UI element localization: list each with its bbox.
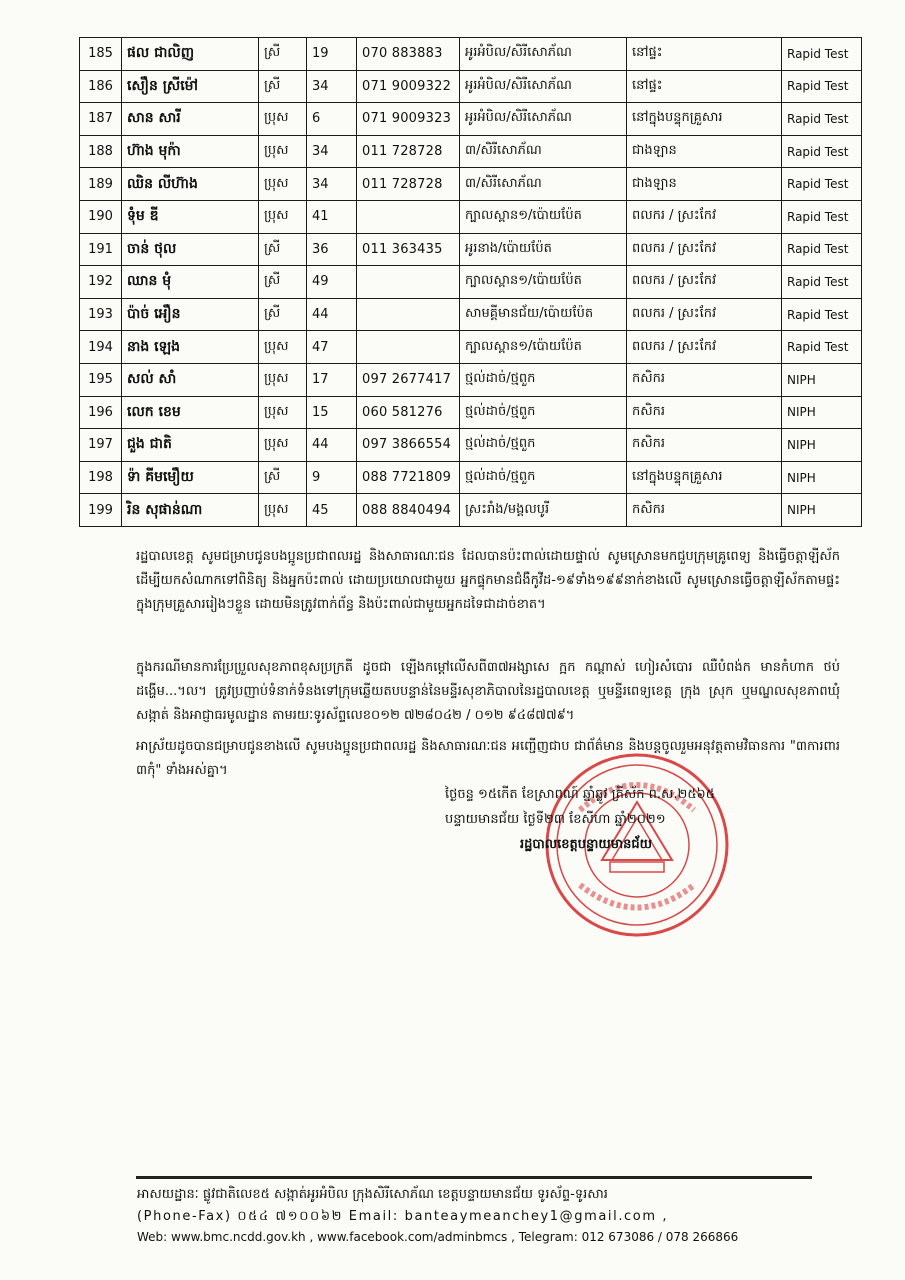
row-number: 189 [80, 168, 122, 201]
row-number: 194 [80, 331, 122, 364]
table-row [80, 331, 862, 364]
patient-sex: ប្រុស [259, 103, 307, 136]
instruction-paragraph-3: អាស្រ័យដូចបានជម្រាបជូនខាងលើ សូមបងប្អូនប្រជាពលរដ្ឋ និងសាធារណៈជន អញ្ជើញជាប ជាព័ត៌មាន និងបន្តចូលរួមអនុវត្តតាមវិធានការ "៣ការពារ ៣កុំ" ទាំងអស់គ្នា។ [136, 739, 840, 778]
test-type: NIPH [782, 494, 862, 527]
table-row [80, 396, 862, 429]
patient-age: 44 [307, 298, 357, 331]
patient-occupation: ពលករ / ស្រះកែវ [627, 298, 782, 331]
patient-name: សឿន ស្រីម៉ៅ [122, 70, 259, 103]
row-number: 192 [80, 266, 122, 299]
patient-name: ឈាន មុំ [122, 266, 259, 299]
patient-address: អូរអំបិល/សិរីសោភ័ណ [460, 38, 627, 71]
patient-occupation: កសិករ [627, 363, 782, 396]
row-number: 193 [80, 298, 122, 331]
test-type: Rapid Test [782, 135, 862, 168]
patient-age: 49 [307, 266, 357, 299]
patient-name: ទ៉ា គីមមឿយ [122, 461, 259, 494]
patient-occupation: ពលករ / ស្រះកែវ [627, 266, 782, 299]
test-type: NIPH [782, 363, 862, 396]
patient-age: 34 [307, 168, 357, 201]
row-number: 187 [80, 103, 122, 136]
patient-address: ថ្មល់ដាច់/ថ្មពួក [460, 363, 627, 396]
patient-sex: ស្រី [259, 233, 307, 266]
patient-phone: 071 9009322 [357, 70, 460, 103]
patient-occupation: ពលករ / ស្រះកែវ [627, 200, 782, 233]
patient-occupation: ពលករ / ស្រះកែវ [627, 233, 782, 266]
test-type: Rapid Test [782, 233, 862, 266]
patient-occupation: ជាងឡាន [627, 168, 782, 201]
table-row [80, 494, 862, 527]
patient-name: ផល ជាលិញ [122, 38, 259, 71]
patient-phone: 060 581276 [357, 396, 460, 429]
patient-age: 9 [307, 461, 357, 494]
patient-sex: ប្រុស [259, 494, 307, 527]
patient-address: ក្បាលស្ពាន១/ប៉ោយប៉ែត [460, 266, 627, 299]
patient-sex: ប្រុស [259, 200, 307, 233]
footer-address: អាសយដ្ឋានៈ ផ្លូវជាតិលេខ៥ សង្កាត់អូរអំបិល ក្រុងសិរីសោភ័ណ ខេត្តបន្ទាយមានជ័យ ទូរស័ព្ទ-ទូរសារ [137, 1187, 608, 1202]
solar-date: បន្ទាយមានជ័យ ថ្ងៃទី២៣ ខែសីហា ឆ្នាំ២០២១ [445, 812, 666, 827]
row-number: 191 [80, 233, 122, 266]
patient-age: 47 [307, 331, 357, 364]
patient-sex: ប្រុស [259, 168, 307, 201]
patient-address: ថ្មល់ដាច់/ថ្មពួក [460, 396, 627, 429]
table-row [80, 266, 862, 299]
patient-name: ប៉ាច់ អឿន [122, 298, 259, 331]
row-number: 188 [80, 135, 122, 168]
test-type: NIPH [782, 461, 862, 494]
test-type: NIPH [782, 396, 862, 429]
footer-web-links: Web: www.bmc.ncdd.gov.kh , www.facebook.com/adminbmcs , Telegram: 012 673086 / 078 266866 [137, 1230, 739, 1244]
row-number: 190 [80, 200, 122, 233]
test-type: Rapid Test [782, 200, 862, 233]
test-type: Rapid Test [782, 266, 862, 299]
row-number: 185 [80, 38, 122, 71]
patient-sex: ប្រុស [259, 363, 307, 396]
patient-phone [357, 298, 460, 331]
test-type: NIPH [782, 429, 862, 462]
patient-name: ឈិន លីហ៊ាង [122, 168, 259, 201]
patient-address: ក្បាលស្ពាន១/ប៉ោយប៉ែត [460, 200, 627, 233]
table-row [80, 135, 862, 168]
test-type: Rapid Test [782, 70, 862, 103]
patient-address: អូរនាង/ប៉ោយប៉ែត [460, 233, 627, 266]
patient-age: 19 [307, 38, 357, 71]
patient-age: 44 [307, 429, 357, 462]
table-row [80, 461, 862, 494]
instruction-paragraph-1: រដ្ឋបាលខេត្ត សូមជម្រាបជូនបងប្អូនប្រជាពលរដ្ឋ និងសាធារណៈជន ដែលបានប៉ះពាល់ដោយផ្ទាល់ សូមស្រោនមកជួបក្រុមគ្រូពេទ្យ និងធ្វើចត្តាឡីស័ក ដើម្បីយកសំណាកទៅពិនិត្យ និងអ្នកប៉ះពាល់ ដោយប្រយោលជាមួយ អ្នកផ្ទុកមានជំងឺកូវីដ-១៩ទាំង១៩៩នាក់ខាងលើ សូមស្រោនធ្វើចត្តាឡីស័កតាមផ្ទះក្នុងក្រុមគ្រួសាររៀងៗខ្លួន ដោយមិនត្រូវពាក់ព័ន្ធ និងប៉ះពាល់ជាមួយអ្នកដទៃជាដាច់ខាត។ [136, 549, 840, 612]
patient-sex: ស្រី [259, 461, 307, 494]
patient-age: 17 [307, 363, 357, 396]
patient-sex: ប្រុស [259, 135, 307, 168]
patient-phone: 088 8840494 [357, 494, 460, 527]
patient-occupation: នៅផ្ទះ [627, 38, 782, 71]
patient-address: ក្បាលស្ពាន១/ប៉ោយប៉ែត [460, 331, 627, 364]
row-number: 199 [80, 494, 122, 527]
footer-contact: (Phone-Fax) ០៥៤ ៧១០០៦២ Email: banteaymeanchey1@gmail.com , [137, 1209, 669, 1224]
patient-occupation: នៅក្នុងបន្ទុកគ្រួសារ [627, 103, 782, 136]
patient-name: ជួង ជាតិ [122, 429, 259, 462]
patient-sex: ប្រុស [259, 396, 307, 429]
test-type: Rapid Test [782, 331, 862, 364]
patient-age: 15 [307, 396, 357, 429]
cases-table [79, 37, 862, 527]
patient-name: នាង ឡេង [122, 331, 259, 364]
patient-phone: 097 3866554 [357, 429, 460, 462]
patient-name: លេក ខេម [122, 396, 259, 429]
patient-phone [357, 200, 460, 233]
patient-name: សល់ សាំ [122, 363, 259, 396]
row-number: 186 [80, 70, 122, 103]
table-row [80, 103, 862, 136]
patient-sex: ប្រុស [259, 331, 307, 364]
row-number: 198 [80, 461, 122, 494]
table-row [80, 38, 862, 71]
table-row [80, 200, 862, 233]
test-type: Rapid Test [782, 38, 862, 71]
patient-age: 34 [307, 70, 357, 103]
patient-phone: 071 9009323 [357, 103, 460, 136]
row-number: 196 [80, 396, 122, 429]
patient-sex: ស្រី [259, 298, 307, 331]
patient-phone: 011 728728 [357, 135, 460, 168]
patient-address: អូរអំបិល/សិរីសោភ័ណ [460, 70, 627, 103]
patient-phone [357, 331, 460, 364]
patient-address: ថ្មល់ដាច់/ថ្មពួក [460, 461, 627, 494]
patient-name: ទុំម ឌី [122, 200, 259, 233]
table-row [80, 363, 862, 396]
patient-phone: 097 2677417 [357, 363, 460, 396]
patient-occupation: កសិករ [627, 494, 782, 527]
patient-address: ៣/សិរីសោភ័ណ [460, 168, 627, 201]
row-number: 197 [80, 429, 122, 462]
footer-divider [136, 1176, 812, 1179]
patient-phone: 088 7721809 [357, 461, 460, 494]
table-row [80, 233, 862, 266]
table-row [80, 168, 862, 201]
patient-address: អូរអំបិល/សិរីសោភ័ណ [460, 103, 627, 136]
patient-occupation: នៅផ្ទះ [627, 70, 782, 103]
patient-address: ថ្មល់ដាច់/ថ្មពួក [460, 429, 627, 462]
patient-sex: ស្រី [259, 266, 307, 299]
row-number: 195 [80, 363, 122, 396]
test-type: Rapid Test [782, 298, 862, 331]
patient-name: ចាន់ ថុល [122, 233, 259, 266]
patient-sex: ប្រុស [259, 429, 307, 462]
patient-age: 41 [307, 200, 357, 233]
test-type: Rapid Test [782, 103, 862, 136]
instruction-paragraph-2: ក្នុងករណីមានការប្រែប្រួលសុខភាពខុសប្រក្រតី ដូចជា ឡើងកម្ដៅលើសពី៣៧អង្សាសេ ក្អក កណ្ដាស់ ហៀរសំបោរ ឈឺបំពង់ក មានកំហាក ថប់ដង្ហើម...។ល។ ត្រូវប្រញាប់ទំនាក់ទំនងទៅក្រុមឆ្លើយតបបន្ទាន់នៃមន្ទីរសុខាភិបាលនៃរដ្ឋបាលខេត្ត ឬមន្ទីរពេទ្យខេត្ត ក្រុង ស្រុក ឬមណ្ឌលសុខភាពឃុំ សង្កាត់ និងអាជ្ញាធរមូលដ្ឋាន តាមរយៈទូរស័ព្ទលេខ០១២ ៧២៨០៤២ / ០១២ ៩៤៨៧៧៩។ [136, 660, 840, 723]
patient-age: 45 [307, 494, 357, 527]
patient-name: ហ៊ាង មុក៉ា [122, 135, 259, 168]
patient-phone: 070 883883 [357, 38, 460, 71]
lunar-date: ថ្ងៃចន្ទ ១៥កើត ខែស្រាពណ៍ ឆ្នាំឆ្លូវ ត្រីស័ក ព.ស.២៥៦៥ [445, 787, 715, 802]
patient-age: 6 [307, 103, 357, 136]
patient-occupation: កសិករ [627, 429, 782, 462]
patient-sex: ស្រី [259, 70, 307, 103]
patient-age: 34 [307, 135, 357, 168]
patient-address: ៣/សិរីសោភ័ណ [460, 135, 627, 168]
patient-age: 36 [307, 233, 357, 266]
patient-address: ស្រះរាំង/មង្គលបូរី [460, 494, 627, 527]
patient-occupation: ជាងឡាន [627, 135, 782, 168]
patient-phone: 011 363435 [357, 233, 460, 266]
signer-title: រដ្ឋបាលខេត្តបន្ទាយមានជ័យ [520, 837, 653, 852]
table-row [80, 429, 862, 462]
patient-address: សាមគ្គីមានជ័យ/ប៉ោយប៉ែត [460, 298, 627, 331]
patient-name: សាន សារី [122, 103, 259, 136]
table-row [80, 70, 862, 103]
test-type: Rapid Test [782, 168, 862, 201]
patient-sex: ស្រី [259, 38, 307, 71]
patient-phone [357, 266, 460, 299]
patient-occupation: នៅក្នុងបន្ទុកគ្រួសារ [627, 461, 782, 494]
table-row [80, 298, 862, 331]
patient-occupation: កសិករ [627, 396, 782, 429]
patient-occupation: ពលករ / ស្រះកែវ [627, 331, 782, 364]
patient-phone: 011 728728 [357, 168, 460, 201]
patient-name: រិន សុផាន់ណា [122, 494, 259, 527]
